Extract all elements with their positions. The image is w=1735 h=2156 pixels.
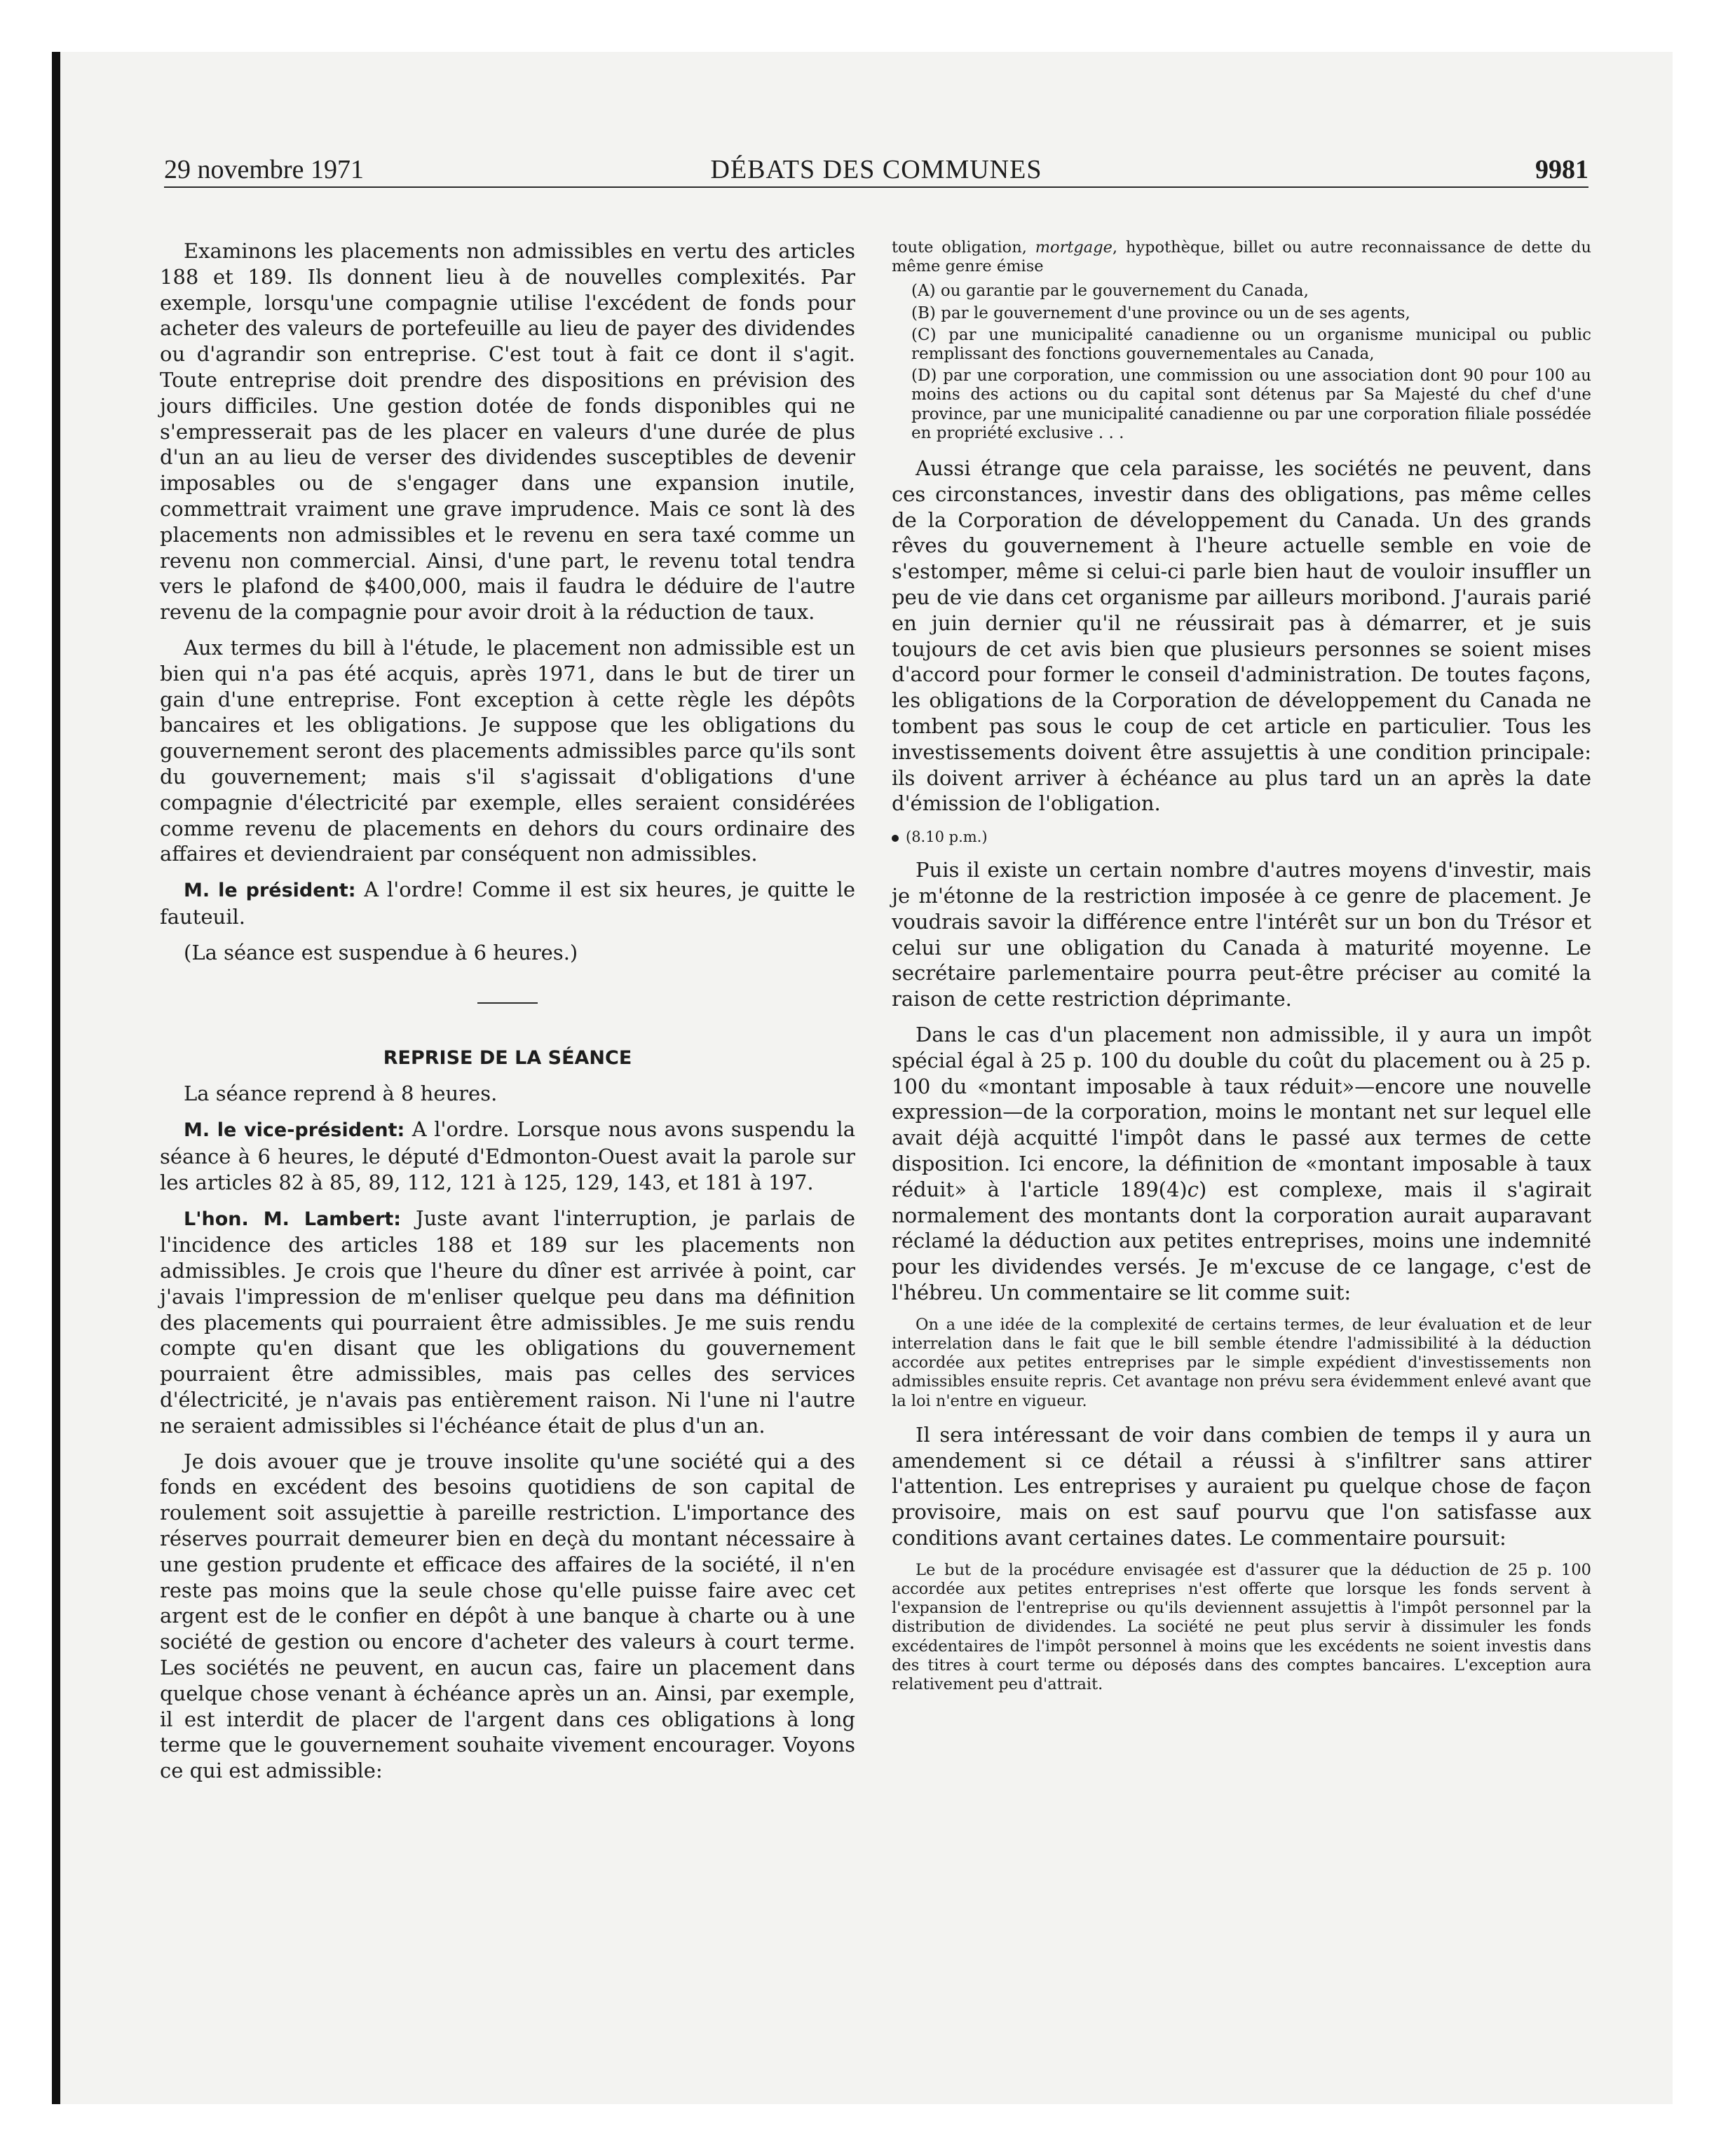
header-date: 29 novembre 1971 (164, 155, 364, 184)
paragraph (892, 1022, 1591, 1306)
suspension-note: (La séance est suspendue à 6 heures.) (184, 940, 578, 964)
speech-text: A l'ordre. Lorsque nous avons suspendu la séance à 6 heures, le député d'Edmonton-Ouest avait la parole sur les articles 82 à 85, 89, 112, 121 à 125, 129, 143, et 181 à 197. (160, 1117, 855, 1194)
page-header (164, 153, 1588, 188)
speech-vice-president (160, 1117, 855, 1195)
header-journal-title: DÉBATS DES COMMUNES (710, 155, 1042, 184)
speech-lambert (160, 1206, 855, 1439)
quotation-item-c: (C) par une municipalité canadienne ou un organisme municipal ou public remplissant des fonctions gouvernementales au Canada, (911, 325, 1591, 364)
bullet-icon (892, 835, 899, 842)
quote-lead-text: , hypothèque, billet ou autre reconnaissance de dette du même genre émise (892, 238, 1591, 276)
quote-lead-text: toute obligation, (892, 238, 1035, 257)
quotation: On a une idée de la complexité de certains termes, de leur évaluation et de leur interrelation dans le fait que le bill semble étendre l'admissibilité à la déduction accordée aux petites entreprises par le simple expédient d'investissements non admissibles ensuite repris. Cet avantage non prévu sera évidemment enlevé avant que la loi n'entre en vigueur. (892, 1315, 1591, 1410)
left-column (160, 238, 855, 1794)
time-mark-text: (8.10 p.m.) (906, 828, 988, 846)
speech-text: A l'ordre! Comme il est six heures, je quitte le fauteuil. (160, 878, 855, 929)
right-column (892, 238, 1591, 1700)
quotation-item-b: (B) par le gouvernement d'une province ou un de ses agents, (911, 303, 1410, 322)
section-divider (477, 1002, 538, 1004)
quotation: Le but de la procédure envisagée est d'assurer que la déduction de 25 p. 100 accordée aux petites entreprises n'est offerte que lorsque les fonds servent à l'expansion de l'entreprise ou qu'ils deviennent assujettis à l'impôt personnel par la distribution de dividendes. La société ne peut plus servir à dissimuler les fonds excédentaires de l'impôt personnel à moins que les excédents ne soient investis dans des titres à court terme ou déposés dans des comptes bancaires. L'exception aura relativement peu d'attrait. (892, 1560, 1591, 1693)
speaker-name: M. le vice-président: (184, 1119, 405, 1142)
time-mark (892, 826, 1591, 847)
resume-note: La séance reprend à 8 heures. (184, 1082, 498, 1106)
paragraph: Je dois avouer que je trouve insolite qu'une société qui a des fonds en excédent des besoins quotidiens de son capital de roulement soit assujettie à pareille restriction. L'importance des réserves pourrait demeurer bien en deçà du montant nécessaire à une gestion prudente et efficace des affaires de la société, il n'en reste pas moins que la seule chose qu'elle puisse faire avec cet argent est de le confier en dépôt à une banque à charte ou à une société de gestion ou encore d'acheter des valeurs à court terme. Les sociétés ne peuvent, en aucun cas, faire un placement dans quelque chose venant à échéance après un an. Ainsi, par exemple, il est interdit de placer de l'argent dans ces obligations à long terme que le gouvernement souhaite vivement encourager. Voyons ce qui est admissible: (160, 1449, 855, 1783)
paragraph: Puis il existe un certain nombre d'autres moyens d'investir, mais je m'étonne de la restriction imposée à ce genre de placement. Je voudrais savoir la différence entre l'intérêt sur un bon du Trésor et celui sur une obligation du Canada à maturité moyenne. Le secrétaire parlementaire pourra peut-être préciser au comité la raison de cette restriction déprimante. (892, 858, 1591, 1011)
speech-text: Juste avant l'interruption, je parlais de l'incidence des articles 188 et 189 sur les placements non admissibles. Je crois que l'heure du dîner est arrivée à point, car j'avais l'impression de m'enliser quelque peu dans ma définition des placements qui pourraient être admissibles. Je me suis rendu compte qu'en disant que les obligations du gouvernement pourraient être admissibles, mais pas celles des services d'électricité, je n'avais pas entièrement raison. Ni l'une ni l'autre ne seraient admissibles si l'échéance était de plus d'un an. (160, 1206, 855, 1438)
paragraph-text: Dans le cas d'un placement non admissible, il y aura un impôt spécial égal à 25 p. 100 du double du coût du placement ou à 25 p. 100 du «montant imposable à taux réduit»—encore une nouvelle expression—de la corporation, moins le montant net sur lequel elle avait déjà acquitté l'impôt dans le passé aux termes de cette disposition. Ici encore, la définition de «montant imposable à taux réduit» à l'article 189(4) (892, 1022, 1591, 1201)
header-page-number: 9981 (1535, 155, 1588, 184)
speech-president (160, 877, 855, 930)
quote-lead-italic: mortgage (1035, 238, 1113, 257)
paragraph-italic: c (1187, 1177, 1199, 1201)
paragraph: Il sera intéressant de voir dans combien de temps il y aura un amendement si ce détail a réussi à s'infiltrer sans attirer l'attention. Les entreprises y auraient pu quelque chose de façon provisoire, mais on est sauf pourvu que l'on satisfasse aux conditions avant certaines dates. Le commentaire poursuit: (892, 1422, 1591, 1550)
paragraph: Examinons les placements non admissibles en vertu des articles 188 et 189. Ils donnent lieu à de nouvelles complexités. Par exemple, lorsqu'une compagnie utilise l'excédent de fonds pour acheter des valeurs de portefeuille au lieu de payer des dividendes ou d'agrandir son entreprise. C'est tout à fait ce dont il s'agit. Toute entreprise doit prendre des dispositions en prévision des jours difficiles. Une gestion dotée de fonds disponibles qui ne s'empresserait pas de les placer en valeurs d'une durée de plus d'un an au lieu de verser des dividendes susceptibles de devenir imposables ou de s'engager dans une expansion inutile, commettrait vraiment une grave imprudence. Mais ce sont là des placements non admissibles et le revenu en sera taxé comme un revenu non commercial. Ainsi, d'une part, le revenu total tendra vers le plafond de $400,000, mais il faudra le déduire de l'autre revenu de la compagnie pour avoir droit à la réduction de taux. (160, 239, 855, 625)
paragraph: Aux termes du bill à l'étude, le placement non admissible est un bien qui n'a pas été acquis, après 1971, dans le but de tirer un gain d'une entreprise. Font exception à cette règle les dépôts bancaires et les obligations. Je suppose que les obligations du gouvernement seront des placements admissibles parce qu'ils sont du gouvernement; mais s'il s'agissait d'obligations d'une compagnie d'électricité par exemple, elles seraient considérées comme revenu de placements en dehors du cours ordinaire des affaires et deviendraient par conséquent non admissibles. (160, 635, 855, 866)
speaker-name: M. le président: (184, 880, 356, 902)
quotation-item-d: (D) par une corporation, une commission ou une association dont 90 pour 100 au moins des actions ou du capital sont détenus par Sa Majesté du chef d'une province, par une municipalité canadienne ou par une corporation filiale possédée en propriété exclusive . . . (911, 367, 1591, 442)
paragraph-text: ) est complexe, mais il s'agirait normalement des montants dont la corporation aurait auparavant réclamé la déduction aux petites entreprises, moins une indemnité pour les dividendes versés. Je m'excuse de ce langage, c'est de l'hébreu. Un commentaire se lit comme suit: (892, 1177, 1591, 1304)
paragraph: Aussi étrange que cela paraisse, les sociétés ne peuvent, dans ces circonstances, investir dans des obligations, pas même celles de la Corporation de développement du Canada. Un des grands rêves du gouvernement à l'heure actuelle semble en voie de s'estomper, même si celui-ci parle bien haut de vouloir insuffler un peu de vie dans cet organisme par ailleurs moribond. J'aurais parié en juin dernier qu'il ne réussirait pas à démarrer, et je suis toujours de cet avis bien que plusieurs personnes se soient mises d'accord pour former le conseil d'administration. De toutes façons, les obligations de la Corporation de développement du Canada ne tombent pas sous le coup de cet article en particulier. Tous les investissements doivent être assujettis à une condition principale: ils doivent arriver à échéance au plus tard un an après la date d'émission de l'obligation. (892, 456, 1591, 816)
speaker-name: L'hon. M. Lambert: (184, 1208, 402, 1230)
quotation-item-a: (A) ou garantie par le gouvernement du Canada, (911, 282, 1309, 301)
quotation-lead (892, 238, 1591, 276)
section-heading: REPRISE DE LA SÉANCE (383, 1046, 632, 1069)
